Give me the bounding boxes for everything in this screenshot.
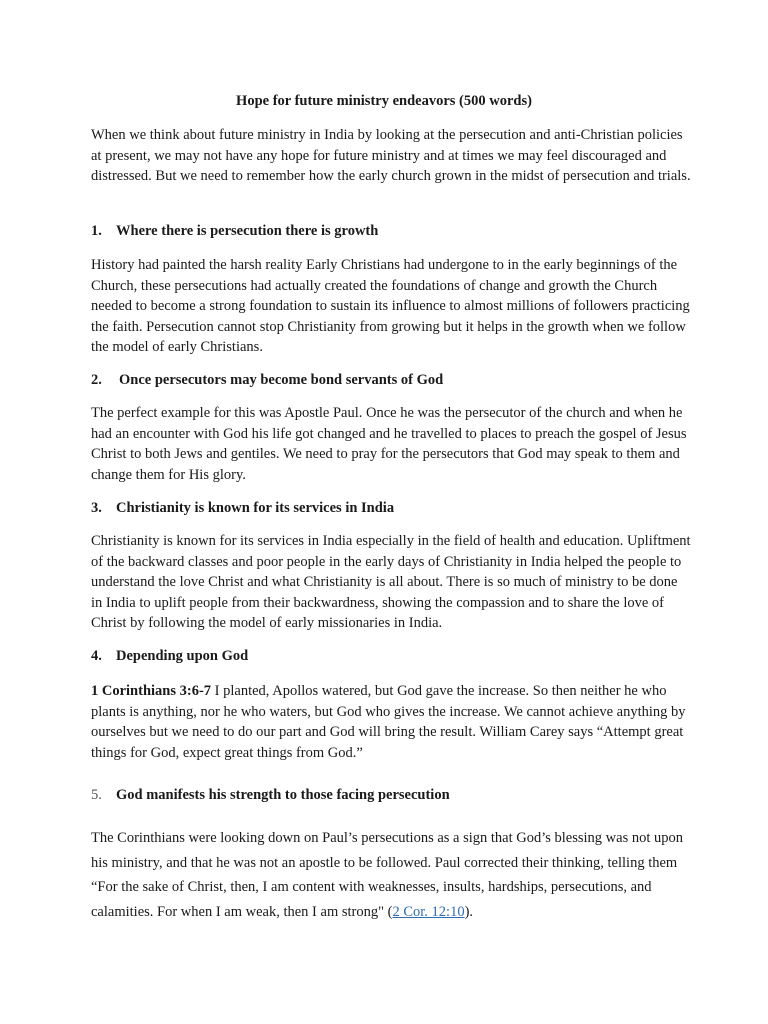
scripture-reference: 1 Corinthians 3:6-7	[91, 683, 212, 699]
section-2-title: Once persecutors may become bond servants of God	[119, 372, 444, 388]
section-5-body	[91, 826, 691, 924]
section-3-number: 3.	[91, 500, 102, 516]
section-1-title: Where there is persecution there is growth	[116, 223, 379, 239]
section-1-number: 1.	[91, 223, 102, 239]
section-4-body	[91, 681, 691, 763]
section-4-title: Depending upon God	[116, 648, 249, 664]
section-5-text-end: ).	[464, 903, 474, 920]
section-5-number: 5.	[91, 787, 102, 803]
intro-paragraph: When we think about future ministry in India by looking at the persecution and anti-Christian policies at present, we may not have any hope for future ministry and at times we may feel discouraged and distressed. But we need to remember how the early church grown in the midst of persecution and trials.	[91, 127, 691, 184]
section-2-number: 2.	[91, 372, 102, 388]
section-4-text: I planted, Apollos watered, but God gave the increase. So then neither he who plants is anything, nor he who waters, but God who gives the increase. We cannot achieve anything by ourselves but we need to do our part and God will bring the result. William Carey says “Attempt great things for God, expect great things from God.”	[91, 683, 686, 761]
section-5-heading	[91, 787, 691, 804]
section-1-body: History had painted the harsh reality Early Christians had undergone to in the early beginnings of the Church, these persecutions had actually created the foundations of change and growth the Church needed to become a strong foundation to sustain its influence to almost millions of followers practicing the faith. Persecution cannot stop Christianity from growing but it helps in the growth when we follow the model of early Christians.	[91, 257, 690, 355]
section-2-heading	[91, 372, 691, 389]
section-5-title: God manifests his strength to those facing persecution	[116, 787, 450, 803]
section-3-body: Christianity is known for its services in India especially in the field of health and education. Upliftment of the backward classes and poor people in the early days of Christianity in India helped the people to understand the love Christ and what Christianity is all about. There is so much of ministry to be done in India to uplift people from their backwardness, showing the compassion and to share the love of Christ by following the model of early missionaries in India.	[91, 533, 691, 631]
section-3-heading	[91, 500, 691, 517]
document-title: Hope for future ministry endeavors (500 words)	[236, 93, 532, 109]
section-5-text: The Corinthians were looking down on Paul’s persecutions as a sign that God’s blessing was not upon his ministry, and that he was not an apostle to be followed. Paul corrected their thinking, telling them “For the sake of Christ, then, I am content with weaknesses, insults, hardships, persecutions, and calamities. For when I am weak, then I am strong" (	[91, 830, 684, 920]
section-4-heading	[91, 648, 691, 665]
section-4-number: 4.	[91, 648, 102, 664]
section-1-heading	[91, 223, 691, 240]
section-2-body: The perfect example for this was Apostle Paul. Once he was the persecutor of the church and when he had an encounter with God his life got changed and he travelled to places to preach the gospel of Jesus Christ to both Jews and gentiles. We need to pray for the persecutors that God may speak to them and change them for His glory.	[91, 405, 687, 483]
section-3-title: Christianity is known for its services in India	[116, 500, 395, 516]
scripture-link[interactable]: 2 Cor. 12:10	[392, 903, 465, 920]
